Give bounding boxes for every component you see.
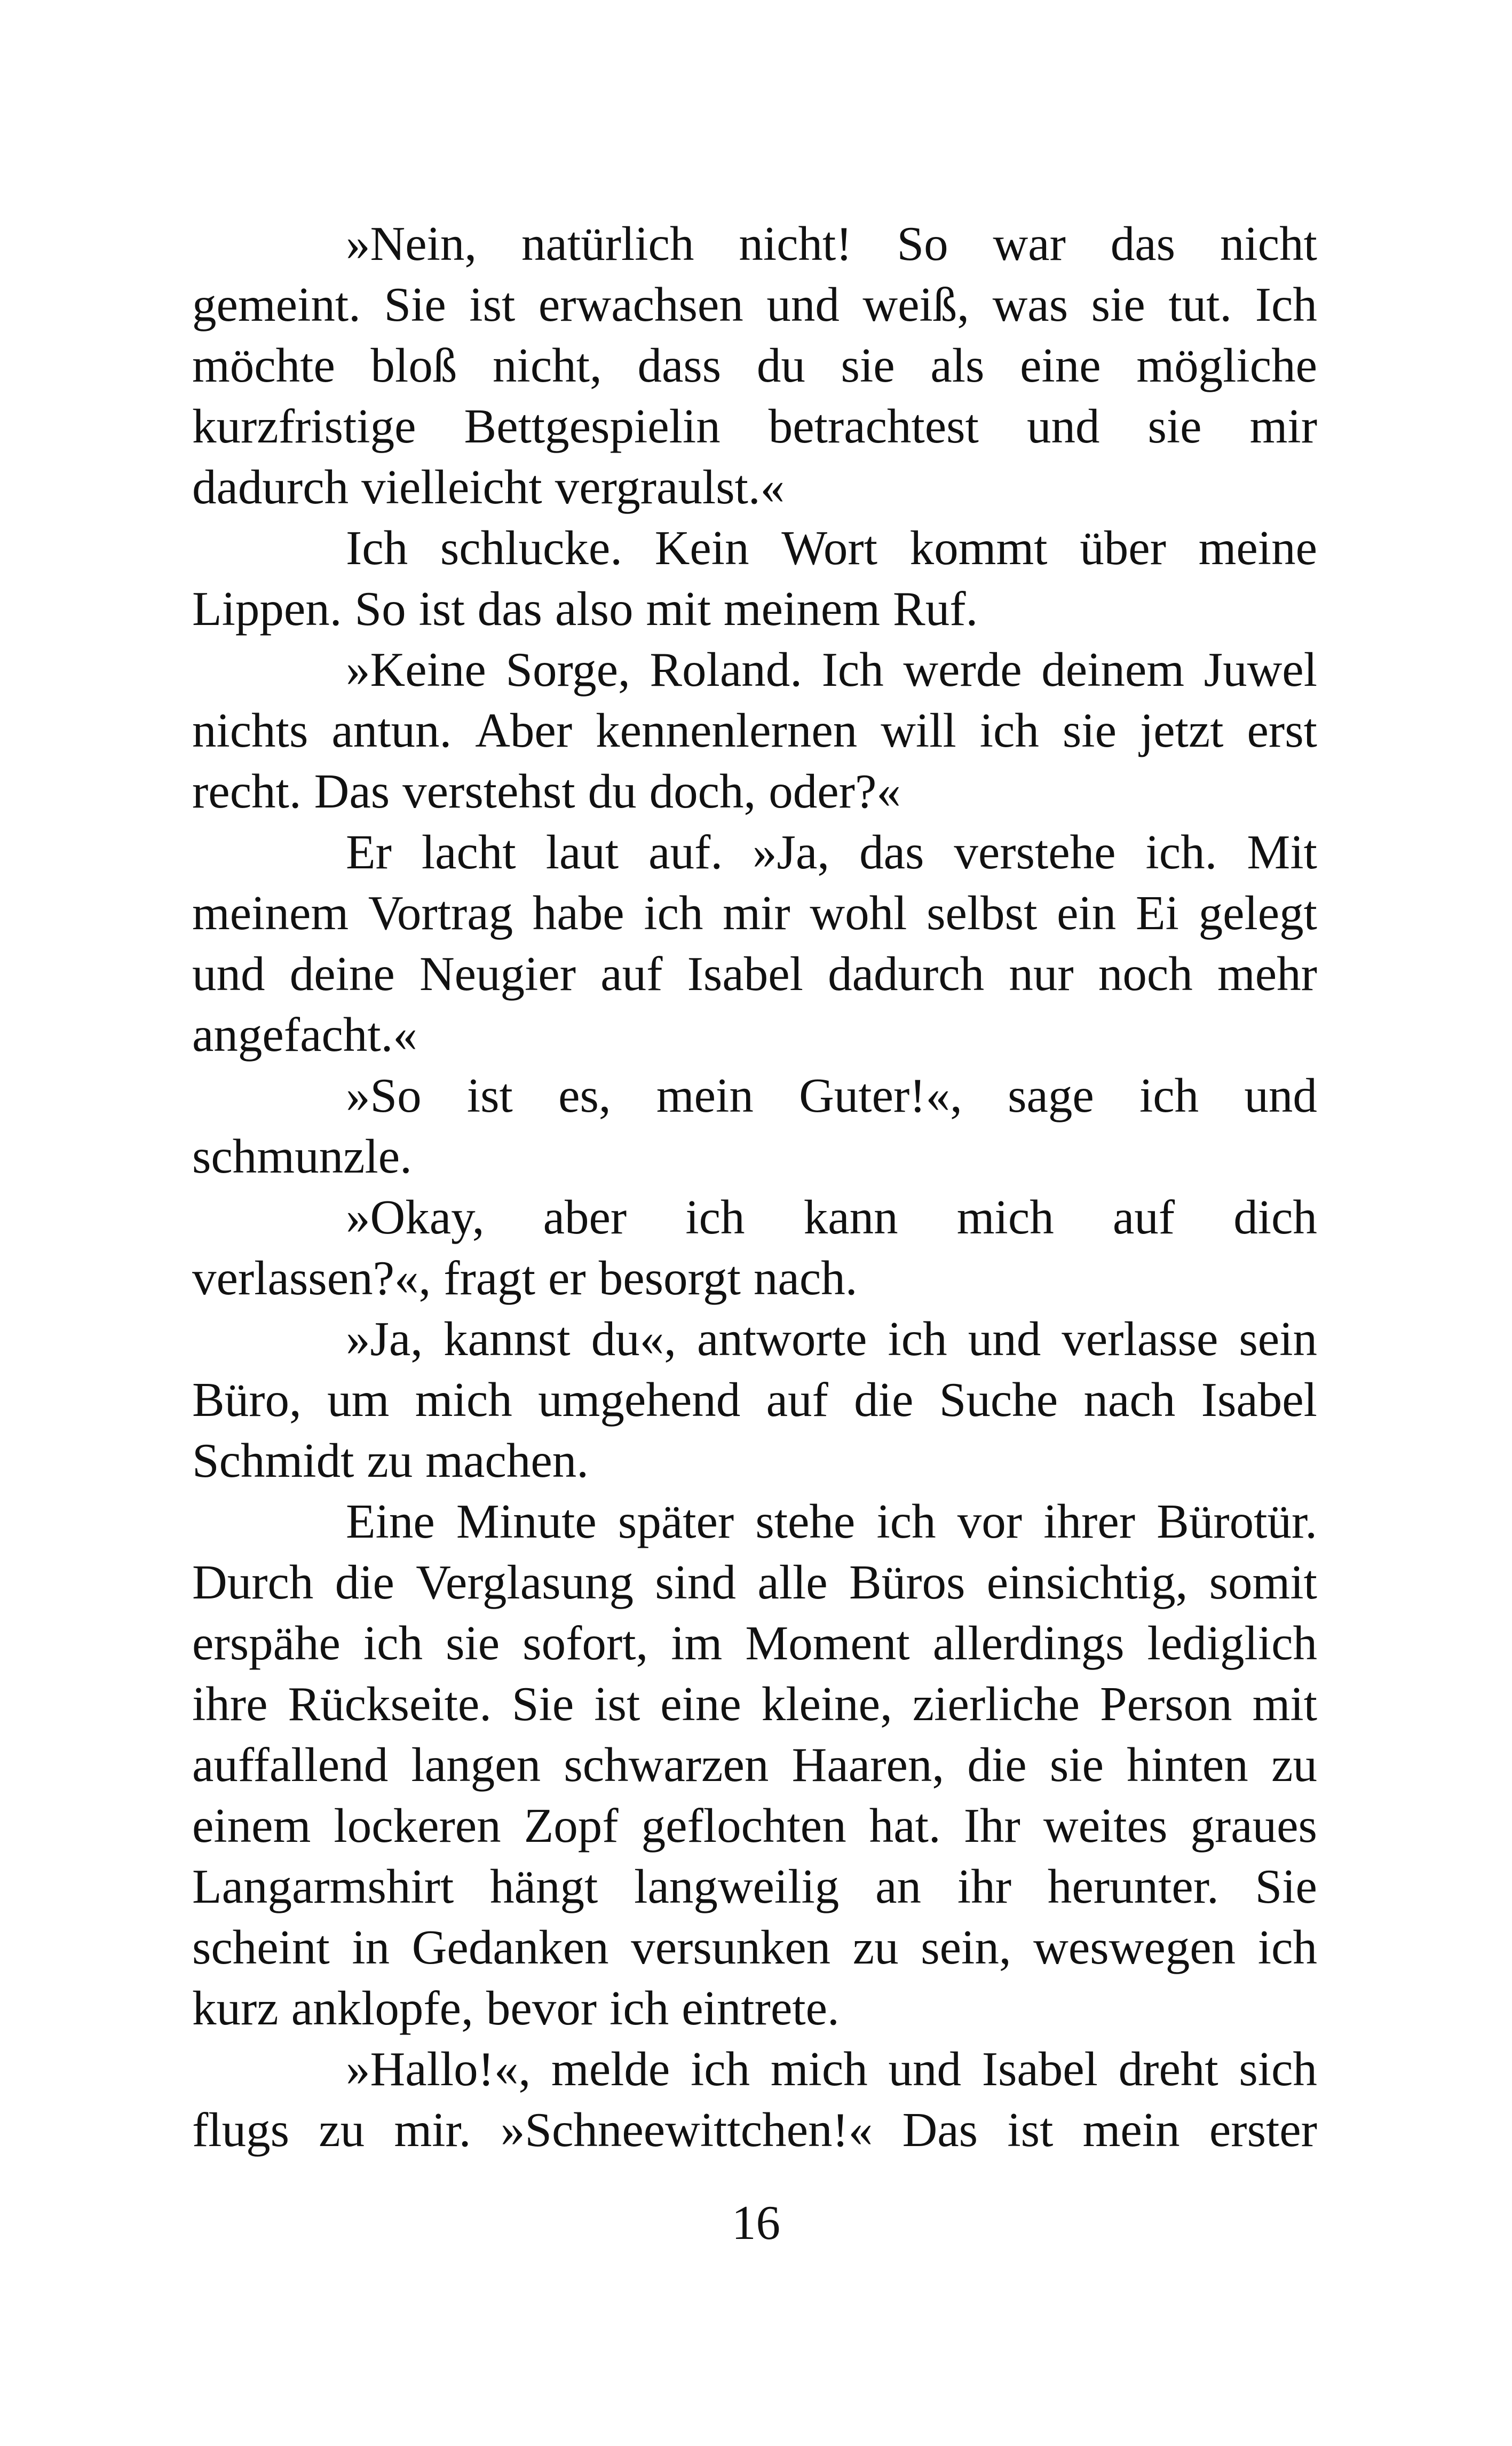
text-line: »Hallo!«, melde ich mich und Isabel dreht sich [346,2042,1317,2096]
page-number: 16 [732,2196,780,2250]
text-line: verlassen?«, fragt er besorgt nach. [192,1251,858,1305]
text-line: »Nein, natürlich nicht! So war das nicht [346,217,1317,271]
text-line: nichts antun. Aber kennenlernen will ich sie jetzt erst [192,703,1317,757]
text-line: Büro, um mich umgehend auf die Suche nach Isabel [192,1373,1317,1427]
paragraph [192,518,1317,639]
text-line: und deine Neugier auf Isabel dadurch nur noch mehr [192,947,1317,1001]
text-line: recht. Das verstehst du doch, oder?« [192,764,901,818]
text-line: dadurch vielleicht vergraulst.« [192,460,785,514]
text-line: »Keine Sorge, Roland. Ich werde deinem Juwel [346,643,1317,696]
text-line: scheint in Gedanken versunken zu sein, weswegen ich [192,1920,1317,1974]
text-line: »So ist es, mein Guter!«, sage ich und [346,1068,1317,1122]
text-line: einem lockeren Zopf geflochten hat. Ihr weites graues [192,1799,1317,1853]
paragraph [192,1309,1317,1491]
text-line: kurz anklopfe, bevor ich eintrete. [192,1981,840,2035]
body-text [192,213,1317,2160]
text-line: möchte bloß nicht, dass du sie als eine mögliche [192,338,1317,392]
paragraph [192,213,1317,518]
text-line: gemeint. Sie ist erwachsen und weiß, was sie tut. Ich [192,278,1317,331]
text-line: Langarmshirt hängt langweilig an ihr herunter. Sie [192,1859,1317,1913]
text-line: Ich schlucke. Kein Wort kommt über meine [346,521,1317,575]
paragraph [192,2039,1317,2160]
text-line: Durch die Verglasung sind alle Büros einsichtig, somit [192,1555,1317,1609]
text-line: kurzfristige Bettgespielin betrachtest und sie mir [192,399,1317,453]
text-line: meinem Vortrag habe ich mir wohl selbst ein Ei gelegt [192,886,1317,940]
text-line: »Okay, aber ich kann mich auf dich [346,1190,1317,1244]
paragraph [192,1187,1317,1309]
text-line: Schmidt zu machen. [192,1434,589,1487]
text-line: flugs zu mir. »Schneewittchen!« Das ist mein erster [192,2103,1317,2157]
text-line: auffallend langen schwarzen Haaren, die sie hinten zu [192,1738,1317,1792]
text-line: schmunzle. [192,1129,412,1183]
text-line: angefacht.« [192,1008,417,1062]
text-line: ihre Rückseite. Sie ist eine kleine, zierliche Person mit [192,1677,1317,1731]
paragraph [192,822,1317,1065]
text-line: Lippen. So ist das also mit meinem Ruf. [192,582,978,636]
text-line: erspähe ich sie sofort, im Moment allerdings lediglich [192,1616,1317,1670]
paragraph [192,1065,1317,1187]
paragraph [192,1491,1317,2039]
paragraph [192,639,1317,822]
text-line: »Ja, kannst du«, antworte ich und verlasse sein [346,1312,1317,1366]
text-line: Eine Minute später stehe ich vor ihrer Bürotür. [346,1494,1317,1548]
text-line: Er lacht laut auf. »Ja, das verstehe ich. Mit [346,825,1317,879]
